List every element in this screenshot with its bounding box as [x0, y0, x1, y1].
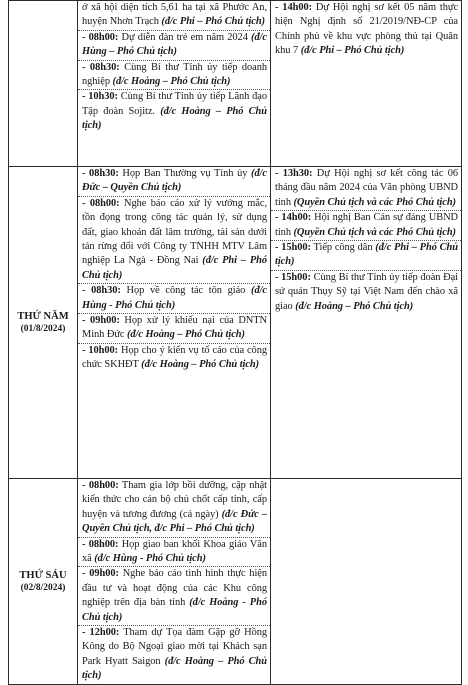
entry-text: Tham dự Tọa đàm Gặp gỡ Hồng Kông do Bộ Ngoại giao mời tại Khách sạn Park Hyatt Saigon: [82, 627, 268, 667]
entry-attendee: (đ/c Hoàng – Phó Chủ tịch): [112, 76, 231, 88]
schedule-entry: [78, 625, 270, 684]
entry-time: - 13h30:: [275, 168, 313, 179]
entry-text: Tham gia lớp bồi dưỡng, cập nhật kiến thức cho cán bộ chủ chốt cấp tỉnh, cấp huyện và tương đương (cả ngày): [82, 480, 267, 520]
day-date: (01/8/2024): [20, 324, 66, 334]
entry-attendee: (đ/c Phi – Phó Chủ tịch): [161, 16, 265, 28]
entry-time: - 08h30:: [82, 285, 121, 297]
schedule-entry: [78, 537, 270, 567]
entry-text: Nghe báo cáo tình hình thực hiện đầu tư và hoạt động của các Khu công nghiệp trên địa bàn tỉnh: [82, 568, 267, 609]
morning-cell: [78, 167, 271, 479]
entry-attendee: (đ/c Hoàng – Phó Chủ tịch): [127, 329, 245, 341]
schedule-entry: [271, 210, 461, 240]
entry-text: ở xã hội diện tích 5,61 ha tại xã Phước An, huyện Nhơn Trạch: [82, 2, 267, 28]
entry-attendee: (đ/c Hùng - Phó Chủ tịch): [82, 285, 267, 311]
entry-text: Tiếp công dân: [310, 242, 376, 254]
entry-text: Cùng Bí thư Tỉnh ủy tiếp Lãnh đạo Tập đoàn Sojitz.: [82, 91, 267, 117]
entry-attendee: (đ/c Hoàng – Phó Chủ tịch): [295, 300, 414, 312]
schedule-entry: [78, 196, 270, 283]
schedule-entry: [271, 167, 461, 210]
day-name: THỨ SÁU: [19, 569, 67, 581]
entry-text: Họp cho ý kiến vụ tố cáo của công chức SKHĐT: [82, 344, 267, 371]
afternoon-cell: [271, 167, 462, 479]
entry-time: - 10h00:: [82, 344, 119, 356]
entry-time: - 12h00:: [82, 627, 120, 639]
entry-attendee: (đ/c Đức – Quyền Chủ tịch, đ/c Phi – Phó Chủ tịch): [82, 508, 267, 535]
entry-text: Họp xử lý khiếu nại của DNTN Minh Đức: [82, 315, 268, 341]
schedule-entry: [78, 566, 270, 625]
entry-time: - 10h30:: [82, 91, 118, 103]
entry-attendee: (đ/c Hoàng – Phó Chủ tịch): [82, 655, 268, 682]
entry-time: - 08h00:: [82, 197, 120, 209]
day-date: (02/8/2024): [20, 582, 66, 593]
schedule-entry: [271, 240, 461, 270]
entry-text: Dự Hội nghị sơ kết 05 năm thực hiện Nghị định số 21/2019/NĐ-CP của Chính phủ về khu vực phòng thủ tại Quân khu 7: [275, 2, 459, 57]
morning-cell: [78, 1, 271, 167]
schedule-entry: [78, 167, 270, 196]
entry-time: - 08h30:: [82, 168, 119, 179]
day-cell: [9, 167, 78, 479]
schedule-entry: [78, 283, 270, 313]
entry-time: - 14h00:: [275, 212, 312, 224]
morning-cell: [78, 479, 271, 685]
schedule-row: [9, 479, 462, 685]
entry-time: - 08h00:: [82, 31, 119, 43]
entry-attendee: (đ/c Hoàng – Phó Chủ tịch): [141, 359, 260, 371]
day-name: THỨ NĂM: [17, 311, 69, 322]
entry-attendee: (đ/c Hoàng - Phó Chủ tịch): [82, 597, 267, 623]
entry-text: Họp giao ban khối Khoa giáo Văn xã: [82, 538, 267, 565]
entry-text: Dự diễn đàn trẻ em năm 2024: [118, 31, 252, 43]
entry-attendee: (đ/c Phi – Phó Chủ tịch): [82, 255, 267, 281]
entry-time: - 09h00:: [82, 315, 120, 327]
schedule-entry: [271, 270, 461, 314]
entry-time: - 15h00:: [275, 242, 311, 254]
entry-time: - 08h00:: [82, 538, 119, 550]
entry-attendee: (đ/c Hùng – Phó Chủ tịch): [82, 31, 267, 58]
afternoon-cell: [271, 1, 462, 167]
entry-text: Họp Ban Thường vụ Tỉnh ủy: [118, 168, 252, 179]
entry-time: - 09h00:: [82, 568, 119, 580]
entry-text: Cùng Bí thư Tỉnh ủy tiếp đoàn Đại sứ quán Thụy Sỹ tại Việt Nam đến chào xã giao: [275, 271, 458, 312]
entry-attendee: (Quyền Chủ tịch và các Phó Chủ tịch): [293, 196, 456, 208]
afternoon-cell: [271, 479, 462, 685]
entry-text: Hội nghị Ban Cán sự đảng UBND tỉnh: [275, 212, 458, 238]
schedule-entry: [78, 313, 270, 343]
entry-attendee: (đ/c Hùng - Phó Chủ tịch): [94, 553, 206, 565]
entry-attendee: (đ/c Phi – Phó Chủ tịch): [275, 242, 458, 268]
entry-attendee: (đ/c Đức – Quyền Chủ tịch): [82, 168, 267, 194]
schedule-table: [8, 0, 462, 685]
schedule-entry: [78, 343, 270, 373]
day-cell: [9, 1, 78, 167]
entry-attendee: (Quyền Chủ tịch và các Phó Chủ tịch): [293, 226, 456, 238]
entry-text: Họp về công tác tôn giáo: [120, 285, 252, 297]
entry-attendee: (đ/c Hoàng – Phó Chủ tịch): [82, 105, 268, 132]
schedule-page: [8, 0, 460, 685]
entry-time: - 08h00:: [82, 480, 119, 491]
schedule-entry: [78, 89, 270, 133]
entry-attendee: (đ/c Phi – Phó Chủ tịch): [300, 45, 405, 57]
schedule-row: [9, 167, 462, 479]
entry-time: - 15h00:: [275, 271, 311, 283]
schedule-row: [9, 1, 462, 167]
schedule-entry: [271, 1, 461, 59]
entry-text: Nghe báo cáo xử lý vướng mắc, tồn đọng trong công tác quản lý, sử dụng đất, giao khoán đất lâm trường, tài sản dưới tán rừng đối với Công ty TNHH MTV Lâm nghiệp La Ngà - Đồng Nai: [82, 197, 267, 267]
schedule-entry: [78, 30, 270, 60]
day-cell: [9, 479, 78, 685]
schedule-entry: [78, 60, 270, 90]
schedule-entry: [78, 1, 270, 30]
entry-text: Dự Hội nghị sơ kết công tác 06 tháng đầu năm 2024 của Văn phòng UBND tỉnh: [275, 168, 458, 208]
schedule-entry: [78, 479, 270, 537]
entry-time: - 08h30:: [82, 61, 120, 73]
entry-time: - 14h00:: [275, 2, 313, 13]
entry-text: Cùng Bí thư Tỉnh ủy tiếp doanh nghiệp: [82, 61, 268, 88]
